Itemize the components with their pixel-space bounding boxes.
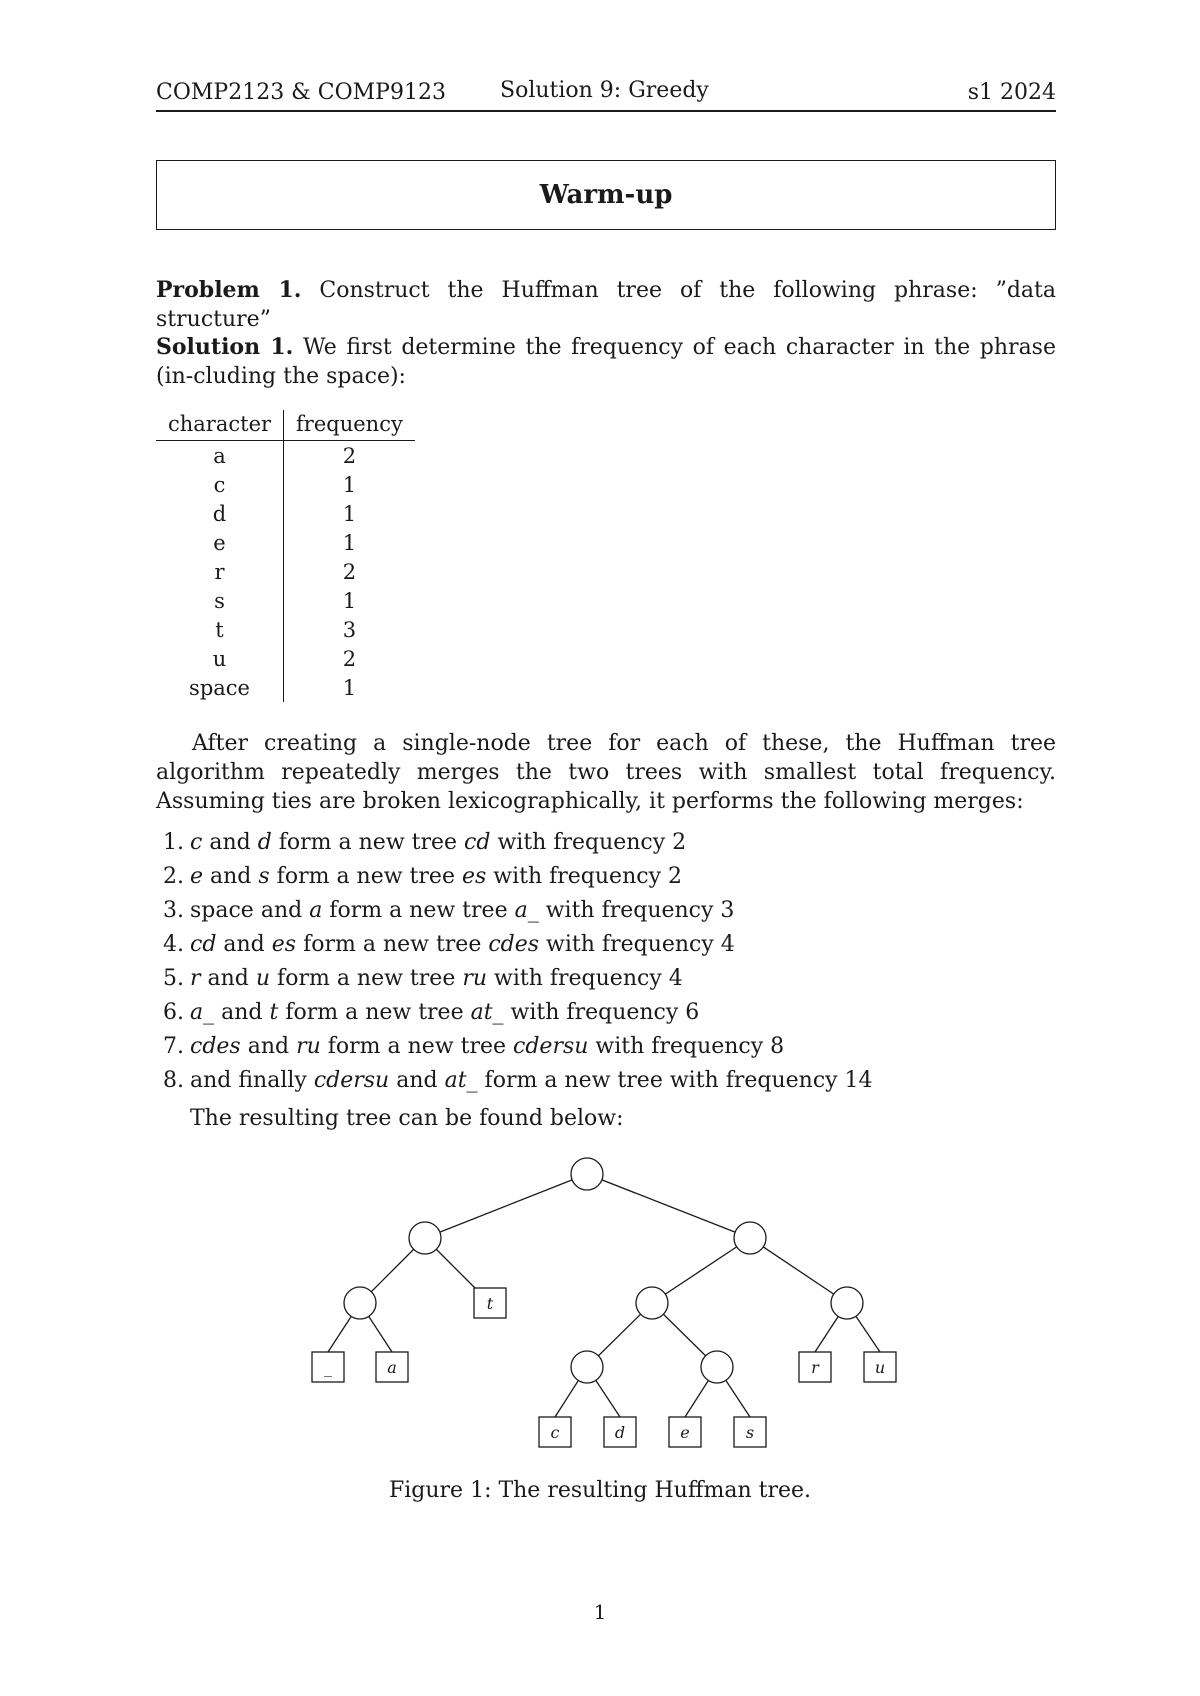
problem-text: Construct the Huffman tree of the following phrase: ”data structure” [156, 278, 1056, 332]
list-item: 7. cdes and ru form a new tree cdersu with frequency 8 [163, 1034, 785, 1059]
character-cell: a [156, 441, 284, 471]
character-cell: c [156, 470, 284, 499]
section-heading: Warm-up [156, 160, 1056, 230]
character-cell: u [156, 644, 284, 673]
tree-node-cdes [636, 1287, 668, 1319]
frequency-cell: 2 [342, 443, 357, 468]
character-cell: s [156, 586, 284, 615]
frequency-cell: 1 [342, 530, 357, 555]
tree-node-at [409, 1222, 441, 1254]
tree-node-root [571, 1158, 603, 1190]
list-item: 5. r and u form a new tree ru with frequency 4 [163, 966, 683, 991]
frequency-cell: 1 [342, 588, 357, 613]
algorithm-description: After creating a single-node tree for each of these, the Huffman tree algorithm repeatedly merges the two trees with smallest total frequency. Assuming ties are broken lexicographically, it performs the following merges: [156, 731, 1056, 814]
list-item: 8. and finally cdersu and at_ form a new tree with frequency 14 [163, 1068, 873, 1093]
tree-node-a-space [344, 1287, 376, 1319]
tree-node-ru [831, 1287, 863, 1319]
page-number: 1 [593, 1600, 607, 1624]
leaf-label-t: t [486, 1294, 494, 1313]
tree-node-es [701, 1351, 733, 1383]
frequency-cell: 1 [342, 501, 357, 526]
list-item: 2. e and s form a new tree es with frequency 2 [163, 864, 682, 889]
list-item: 1. c and d form a new tree cd with frequency 2 [163, 830, 687, 855]
frequency-cell: 1 [342, 675, 357, 700]
character-cell: r [156, 557, 284, 586]
list-item: 3. space and a form a new tree a_ with frequency 3 [163, 898, 735, 923]
leaf-label-e: e [680, 1423, 690, 1442]
frequency-cell: 2 [342, 646, 357, 671]
list-item: 4. cd and es form a new tree cdes with frequency 4 [163, 932, 735, 957]
leaf-label-r: r [811, 1358, 819, 1377]
tree-node-cd [571, 1351, 603, 1383]
frequency-cell: 3 [342, 617, 357, 642]
leaf-label-space: _ [324, 1358, 332, 1377]
frequency-cell: 1 [342, 472, 357, 497]
character-cell: t [156, 615, 284, 644]
list-item: 6. a_ and t form a new tree at_ with frequency 6 [163, 1000, 700, 1025]
column-header-character: character [156, 410, 284, 441]
leaf-label-a: a [387, 1358, 397, 1377]
character-cell: d [156, 499, 284, 528]
leaf-label-u: u [874, 1358, 886, 1377]
leaf-label-s: s [745, 1423, 755, 1442]
semester: s1 2024 [967, 80, 1056, 105]
result-intro: The resulting tree can be found below: [190, 1106, 624, 1131]
character-cell: space [156, 673, 284, 702]
leaf-label-c: c [550, 1423, 560, 1442]
course-code: COMP2123 & COMP9123 [156, 80, 446, 105]
column-header-frequency: frequency [284, 410, 415, 441]
solution-text: We first determine the frequency of each character in the phrase (in-cluding the space): [156, 335, 1056, 389]
character-cell: e [156, 528, 284, 557]
leaf-label-d: d [614, 1423, 626, 1442]
problem-label: Problem 1. [156, 277, 302, 303]
document-title: Solution 9: Greedy [500, 78, 709, 103]
tree-node-cdersu [734, 1222, 766, 1254]
frequency-cell: 2 [342, 559, 357, 584]
figure-caption: Figure 1: The resulting Huffman tree. [388, 1478, 811, 1503]
solution-label: Solution 1. [156, 334, 294, 360]
